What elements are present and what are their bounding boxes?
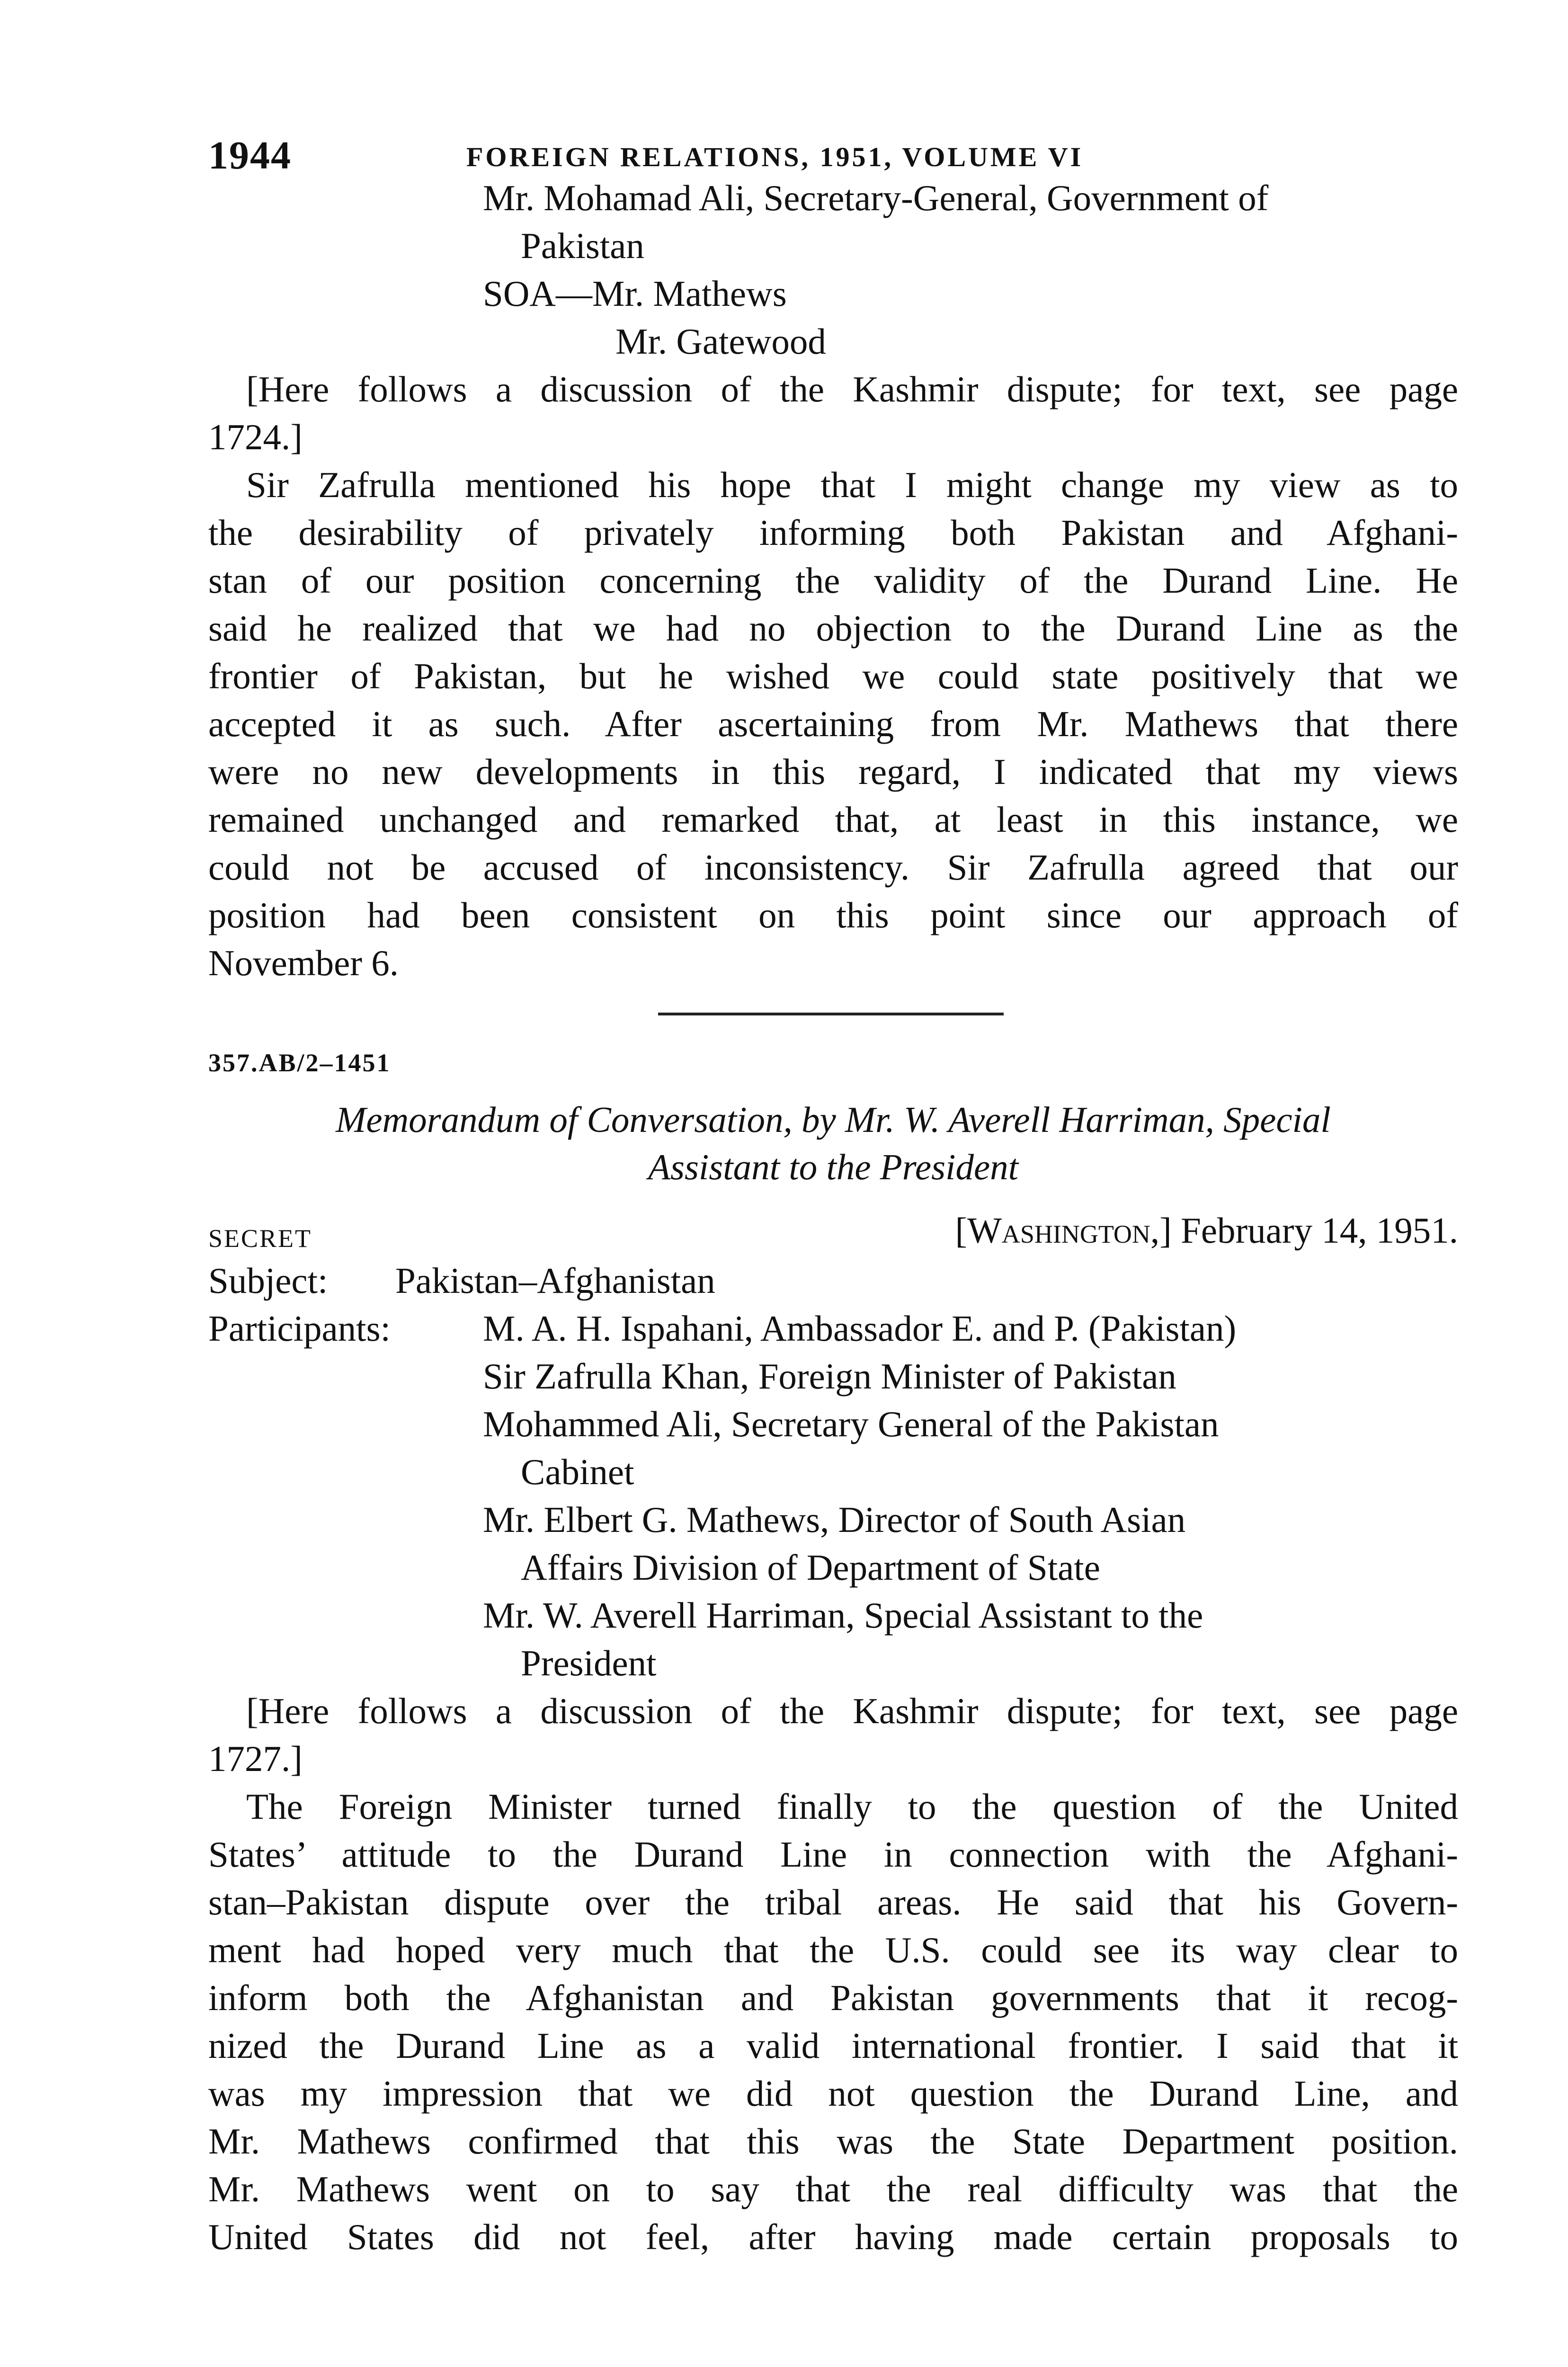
memo-title [208,1096,1458,1191]
paragraph-line: were no new developments in this regard, I indicated that my views [208,751,1458,792]
paragraph-line: Mr. Mathews went on to say that the real difficulty was that the [208,2169,1458,2209]
participants-block [208,1305,1458,1687]
dateline-date: ,] February 14, 1951. [1150,1210,1458,1251]
memo-title-line: Memorandum of Conversation, by Mr. W. Averell Harriman, Special [336,1099,1331,1140]
participant-line: Mr. Mohamad Ali, Secretary-General, Government of [483,178,1269,218]
paragraph-line: position had been consistent on this point since our approach of [208,895,1458,935]
participant-name: Sir Zafrulla Khan, Foreign Minister of Pakistan [483,1356,1176,1397]
participant-name-cont: President [521,1643,657,1683]
paragraph-line: was my impression that we did not question the Durand Line, and [208,2073,1458,2114]
memo-title-line: Assistant to the President [648,1147,1019,1187]
classification-label: SECRET [208,1224,312,1253]
participants-label: Participants: [208,1308,391,1349]
file-number: 357.AB/2–1451 [208,1049,391,1077]
note-line: 1724.] [208,417,303,457]
participant-name: Mr. Elbert G. Mathews, Director of South Asian [483,1499,1186,1540]
paragraph-line: Mr. Mathews confirmed that this was the State Department position. [208,2121,1458,2162]
paragraph-line: said he realized that we had no objection to the Durand Line as the [208,608,1458,649]
subject-row [208,1257,1458,1305]
classification-date-line [208,1210,1458,1257]
participant-line: SOA—Mr. Mathews [483,273,787,314]
section-divider [658,1013,1004,1015]
paragraph-line: frontier of Pakistan, but he wished we could state positively that we [208,656,1458,696]
paragraph-line: The Foreign Minister turned finally to the question of the United [246,1786,1458,1827]
participant-name: M. A. H. Ispahani, Ambassador E. and P. (Pakistan) [483,1308,1237,1349]
running-head: FOREIGN RELATIONS, 1951, VOLUME VI [466,142,1084,172]
note-line: [Here follows a discussion of the Kashmir dispute; for text, see page [246,1691,1458,1731]
paragraph-line: stan–Pakistan dispute over the tribal areas. He said that his Govern- [208,1882,1458,1922]
paragraph-1 [208,461,1458,987]
note-line: 1727.] [208,1738,303,1779]
participant-line: Mr. Gatewood [615,321,826,362]
paragraph-line: inform both the Afghanistan and Pakistan governments that it recog- [208,1977,1458,2018]
paragraph-line: States’ attitude to the Durand Line in connection with the Afghani- [208,1834,1458,1875]
participants-top [208,174,1458,365]
page-header [208,133,1458,178]
paragraph-line: remained unchanged and remarked that, at least in this instance, we [208,799,1458,840]
participant-name: Mr. W. Averell Harriman, Special Assistant to the [483,1595,1203,1636]
participant-line: Pakistan [521,225,644,266]
document-page [208,133,1458,2261]
paragraph-line: ment had hoped very much that the U.S. could see its way clear to [208,1930,1458,1970]
page-number: 1944 [208,133,292,178]
dateline [955,1210,1458,1252]
participant-name: Mohammed Ali, Secretary General of the Pakistan [483,1404,1219,1444]
paragraph-line: United States did not feel, after having made certain proposals to [208,2216,1458,2257]
paragraph-2 [208,1783,1458,2261]
editorial-note-1 [208,365,1458,461]
paragraph-line: November 6. [208,943,399,983]
participant-name-cont: Affairs Division of Department of State [521,1547,1100,1588]
subject-label: Subject: [208,1260,328,1301]
paragraph-line: could not be accused of inconsistency. Sir Zafrulla agreed that our [208,847,1458,888]
paragraph-line: stan of our position concerning the validity of the Durand Line. He [208,560,1458,601]
paragraph-line: nized the Durand Line as a valid international frontier. I said that it [208,2025,1458,2066]
note-line: [Here follows a discussion of the Kashmir dispute; for text, see page [246,369,1458,409]
dateline-prefix: [ [955,1210,968,1251]
editorial-note-2 [208,1687,1458,1783]
participant-name-cont: Cabinet [521,1451,634,1492]
paragraph-line: accepted it as such. After ascertaining from Mr. Mathews that there [208,703,1458,744]
paragraph-line: the desirability of privately informing both Pakistan and Afghani- [208,512,1458,553]
subject-value: Pakistan–Afghanistan [395,1260,715,1301]
dateline-place: Washington [967,1210,1150,1251]
paragraph-line: Sir Zafrulla mentioned his hope that I might change my view as to [246,464,1458,505]
